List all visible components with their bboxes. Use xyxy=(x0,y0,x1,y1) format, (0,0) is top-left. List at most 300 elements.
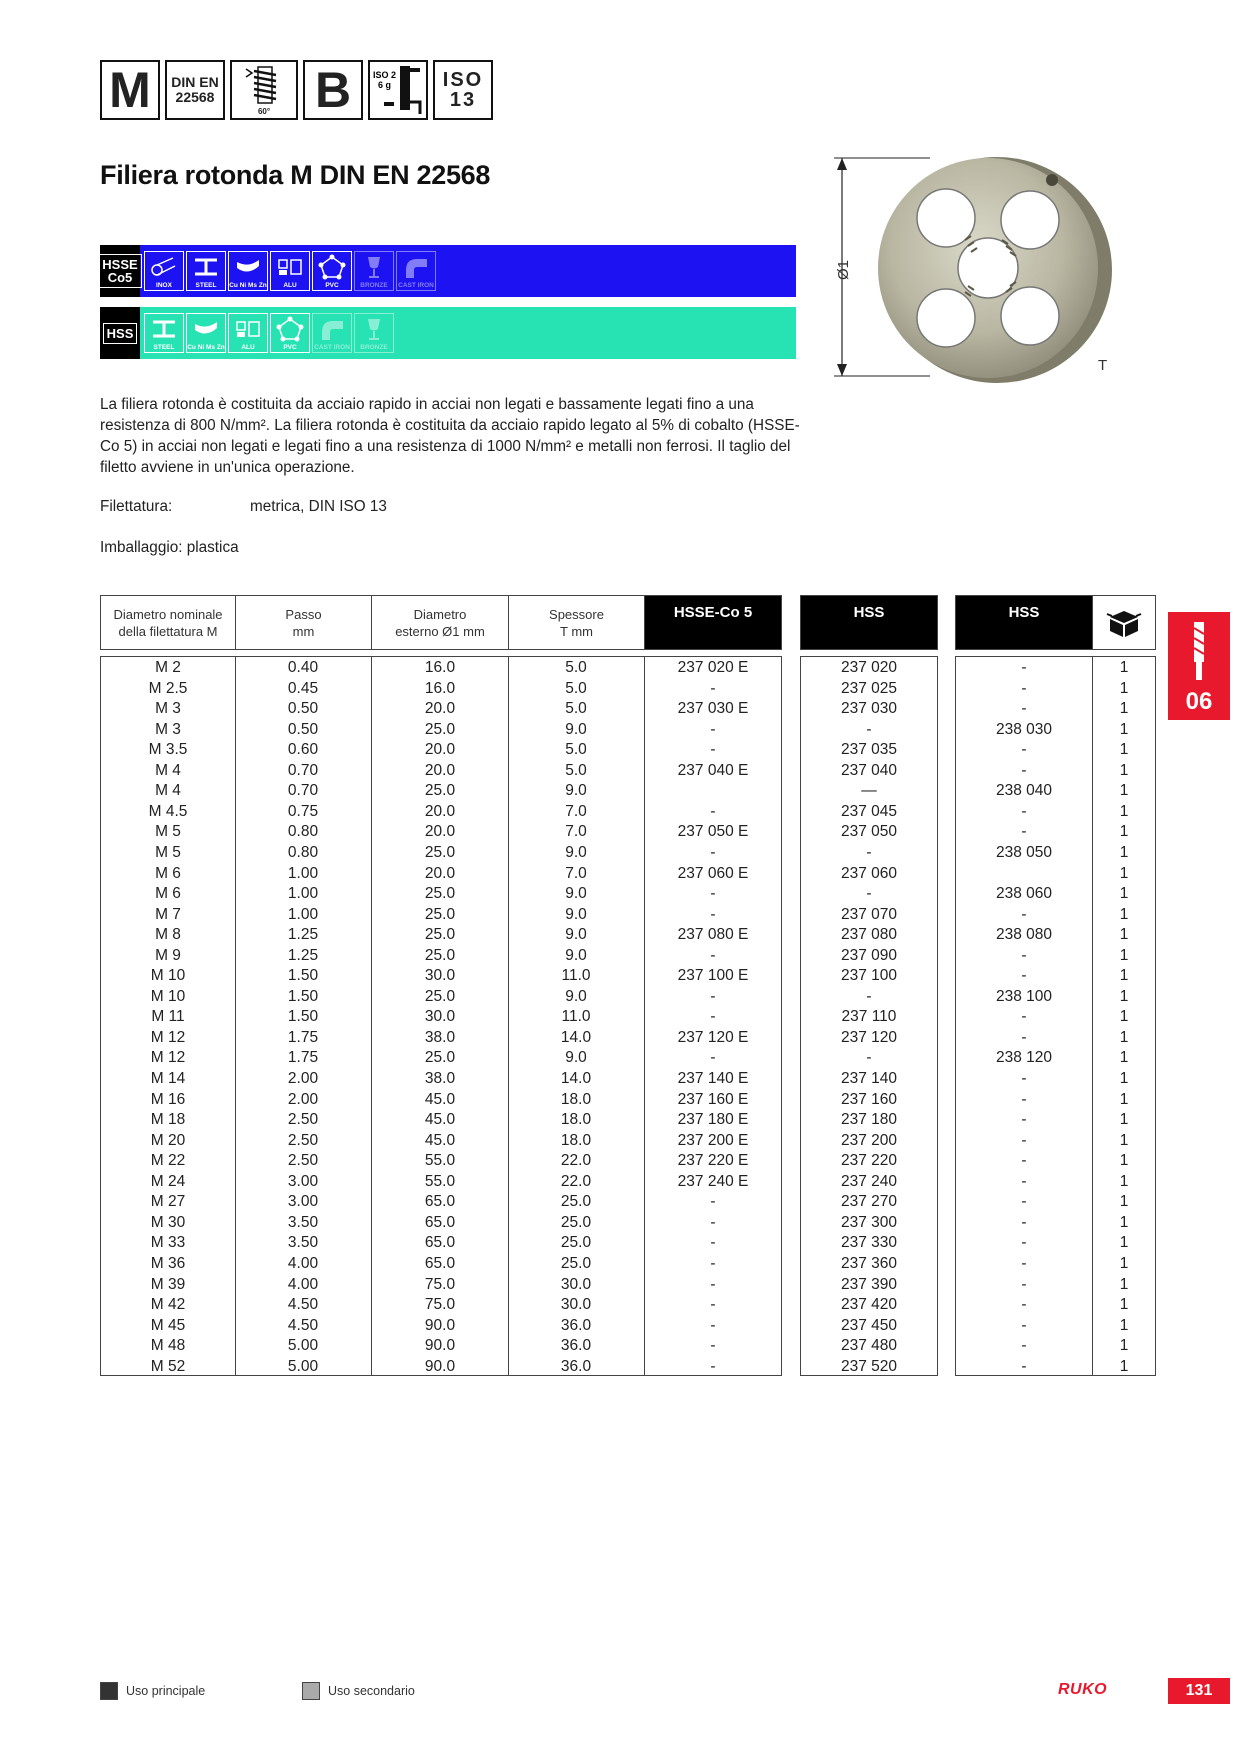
legend-primary-use: Uso principale xyxy=(100,1682,205,1700)
header-hsse-co5: HSSE-Co 5 xyxy=(644,595,782,650)
cell-thickness: 9.0 xyxy=(565,905,587,923)
header-thickness: Spessore T mm xyxy=(508,595,645,650)
hss-material-alu xyxy=(228,313,268,353)
cell-hss-code-2: - xyxy=(1021,967,1027,985)
cell-hss-code: 237 240 xyxy=(840,1172,898,1190)
cell-pitch: 4.50 xyxy=(287,1316,319,1334)
cell-hss-code-2: - xyxy=(1021,905,1027,923)
cell-hss-code: 237 480 xyxy=(840,1337,898,1355)
cell-hsse-code: - xyxy=(710,946,716,964)
cell-hss-code-2: - xyxy=(1021,1090,1027,1108)
header-pitch: Passo mm xyxy=(235,595,372,650)
cell-thickness: 5.0 xyxy=(565,659,587,676)
cell-pack-qty: 1 xyxy=(1119,720,1129,738)
cell-pack-qty: 1 xyxy=(1119,1028,1129,1046)
table-row xyxy=(0,1048,1240,1069)
cell-pitch: 0.45 xyxy=(287,679,319,697)
diameter-label: Ø1 xyxy=(835,259,852,280)
cell-pack-qty: 1 xyxy=(1119,1070,1129,1087)
table-row xyxy=(0,1213,1240,1234)
cell-outer-diameter: 90.0 xyxy=(424,1357,456,1375)
cell-nominal-diameter: M 20 xyxy=(150,1131,186,1149)
table-row xyxy=(0,864,1240,885)
hss-material-cast-iron xyxy=(312,313,352,353)
cell-nominal-diameter: M 11 xyxy=(151,1008,185,1026)
cell-outer-diameter: 16.0 xyxy=(424,679,456,697)
tolerance-badge xyxy=(368,60,428,120)
cell-nominal-diameter: M 5 xyxy=(155,843,181,861)
table-row xyxy=(0,761,1240,782)
cell-pitch: 1.50 xyxy=(287,967,319,985)
cell-hss-code-2: - xyxy=(1021,1357,1027,1375)
cell-hss-code: - xyxy=(866,1049,872,1067)
cell-nominal-diameter: M 12 xyxy=(150,1049,186,1067)
legend-secondary-use: Uso secondario xyxy=(302,1682,415,1700)
cell-hsse-code: 237 180 E xyxy=(677,1111,749,1129)
cell-hss-code: 237 140 xyxy=(840,1070,898,1087)
hss-material-pvc xyxy=(270,313,310,353)
cell-hss-code: 237 450 xyxy=(840,1316,898,1334)
cell-thickness: 9.0 xyxy=(565,987,587,1005)
cell-hss-code: - xyxy=(866,720,872,738)
cell-hsse-code: - xyxy=(710,905,716,923)
cell-nominal-diameter: M 5 xyxy=(155,823,181,841)
header-hss-1: HSS xyxy=(800,595,938,650)
cell-thickness: 22.0 xyxy=(560,1152,592,1170)
table-row xyxy=(0,946,1240,967)
cell-pitch: 5.00 xyxy=(287,1357,319,1375)
cell-thickness: 25.0 xyxy=(560,1193,592,1211)
cell-hss-code-2: - xyxy=(1021,1296,1027,1314)
profile-icon xyxy=(233,316,263,342)
brand-logo: RUKO xyxy=(1058,1681,1108,1698)
cell-hsse-code: 237 140 E xyxy=(677,1070,749,1087)
cell-hss-code: - xyxy=(866,987,872,1005)
cell-hss-code-2: - xyxy=(1021,946,1027,964)
cell-pack-qty: 1 xyxy=(1119,905,1129,923)
cell-hss-code-2: - xyxy=(1021,1193,1027,1211)
pipe-icon xyxy=(191,316,221,342)
molecule-icon xyxy=(317,254,347,280)
cell-hss-code-2: - xyxy=(1021,1213,1027,1231)
cell-nominal-diameter: M 10 xyxy=(150,987,186,1005)
cell-nominal-diameter: M 3 xyxy=(155,720,181,738)
table-row xyxy=(0,658,1240,679)
cell-pitch: 0.70 xyxy=(287,782,319,800)
cell-outer-diameter: 38.0 xyxy=(424,1028,456,1046)
cell-pack-qty: 1 xyxy=(1119,1111,1129,1129)
cell-hss-code: - xyxy=(866,885,872,903)
cell-outer-diameter: 30.0 xyxy=(424,967,456,985)
cell-thickness: 9.0 xyxy=(565,946,587,964)
cell-hss-code-2: - xyxy=(1021,1028,1027,1046)
cell-pack-qty: 1 xyxy=(1119,843,1129,861)
cell-hss-code-2: - xyxy=(1021,1316,1027,1334)
cell-hss-code: 237 200 xyxy=(840,1131,898,1149)
cell-nominal-diameter: M 45 xyxy=(150,1316,186,1334)
cell-hss-code: 237 020 xyxy=(840,659,898,676)
cell-pack-qty: 1 xyxy=(1119,782,1129,800)
hss-material-bronze xyxy=(354,313,394,353)
cell-hss-code: 237 110 xyxy=(841,1008,897,1026)
cell-hss-code-2: - xyxy=(1021,761,1027,779)
table-row xyxy=(0,1090,1240,1111)
primary-use-icon xyxy=(100,1682,118,1700)
page-number: 131 xyxy=(1168,1678,1230,1704)
beam-icon xyxy=(149,316,179,342)
box-icon xyxy=(1106,607,1142,639)
cell-outer-diameter: 45.0 xyxy=(424,1090,456,1108)
cell-nominal-diameter: M 39 xyxy=(150,1275,186,1293)
cell-hsse-code: 237 200 E xyxy=(677,1131,749,1149)
cell-pitch: 1.00 xyxy=(287,885,319,903)
material-label: PVC xyxy=(283,344,297,351)
hsse-material-cast-iron xyxy=(396,251,436,291)
cell-hss-code-2: - xyxy=(1021,679,1027,697)
cell-pitch: 5.00 xyxy=(287,1337,319,1355)
cell-hss-code: — xyxy=(861,782,877,800)
cell-pitch: 2.50 xyxy=(287,1131,319,1149)
cell-hss-code-2: - xyxy=(1021,823,1027,841)
product-description: La filiera rotonda è costituita da acciaio rapido in acciai non legati e bassamente legati fino a una resistenza di 800 N/mm². La filiera rotonda è costituita da acciaio rapido legato al 5% di cobalto (HSSE-Co 5) in acciai non legati e legati fino a una resistenza di 1000 N/mm² e metalli non ferrosi. Il taglio del filetto avviene in un'unica operazione. xyxy=(100,396,800,476)
page-title: Filiera rotonda M DIN EN 22568 xyxy=(100,160,491,190)
cell-nominal-diameter: M 48 xyxy=(150,1337,186,1355)
cell-pack-qty: 1 xyxy=(1119,1357,1129,1375)
cell-hss-code-2: 238 080 xyxy=(995,926,1053,944)
cell-hsse-code: - xyxy=(710,720,716,738)
table-row xyxy=(0,1151,1240,1172)
cell-pitch: 0.70 xyxy=(287,761,319,779)
cell-hss-code: 237 070 xyxy=(840,905,898,923)
material-label: ALU xyxy=(283,282,297,289)
table-row xyxy=(0,699,1240,720)
cell-pitch: 3.00 xyxy=(287,1172,319,1190)
material-label: BRONZE xyxy=(360,344,388,351)
cell-hss-code-2: - xyxy=(1021,741,1027,759)
cell-nominal-diameter: M 12 xyxy=(150,1028,186,1046)
cell-thickness: 36.0 xyxy=(560,1316,592,1334)
cell-pack-qty: 1 xyxy=(1119,1275,1129,1293)
din-standard-badge: DIN EN 22568 xyxy=(165,60,225,120)
cell-hss-code: 237 100 xyxy=(840,967,898,985)
cell-hss-code: 237 520 xyxy=(840,1357,898,1375)
cell-thickness: 11.0 xyxy=(561,967,591,985)
cell-hsse-code: 237 040 E xyxy=(677,761,749,779)
chapter-tab xyxy=(1168,612,1230,720)
table-row xyxy=(0,1028,1240,1049)
secondary-use-icon xyxy=(302,1682,320,1700)
cell-thickness: 14.0 xyxy=(560,1070,592,1087)
cell-hss-code: 237 420 xyxy=(840,1296,898,1314)
cell-hss-code-2: - xyxy=(1021,1152,1027,1170)
header-outer-diameter: Diametro esterno Ø1 mm xyxy=(371,595,509,650)
cell-hsse-code: - xyxy=(710,1193,716,1211)
molecule-icon xyxy=(275,316,305,342)
cell-hss-code: 237 360 xyxy=(840,1254,898,1272)
cell-hss-code: 237 050 xyxy=(840,823,898,841)
cell-thickness: 36.0 xyxy=(560,1357,592,1375)
cell-outer-diameter: 20.0 xyxy=(424,761,456,779)
grade-label-hss: HSS xyxy=(100,307,140,359)
cell-nominal-diameter: M 33 xyxy=(150,1234,186,1252)
cell-thickness: 5.0 xyxy=(565,700,587,718)
cell-thickness: 5.0 xyxy=(565,679,587,697)
cell-pitch: 2.50 xyxy=(287,1111,319,1129)
header-hss-2: HSS xyxy=(955,595,1093,650)
cell-thickness: 25.0 xyxy=(560,1234,592,1252)
table-row xyxy=(0,740,1240,761)
cell-thickness: 9.0 xyxy=(565,720,587,738)
cell-pitch: 2.00 xyxy=(287,1090,319,1108)
pipe-icon xyxy=(233,254,263,280)
cell-hss-code-2: - xyxy=(1021,1234,1027,1252)
profile-icon xyxy=(275,254,305,280)
cell-hss-code-2: - xyxy=(1021,1275,1027,1293)
cell-nominal-diameter: M 36 xyxy=(150,1254,186,1272)
cell-hsse-code: - xyxy=(710,679,716,697)
cell-thickness: 9.0 xyxy=(565,926,587,944)
cell-outer-diameter: 75.0 xyxy=(424,1275,456,1293)
elbow-icon xyxy=(401,254,431,280)
cell-thickness: 9.0 xyxy=(565,1049,587,1067)
cell-pack-qty: 1 xyxy=(1119,659,1129,676)
cell-pack-qty: 1 xyxy=(1119,946,1129,964)
cell-pitch: 2.50 xyxy=(287,1152,319,1170)
cell-hss-code-2: - xyxy=(1021,1131,1027,1149)
table-row xyxy=(0,1357,1240,1378)
cell-hsse-code: - xyxy=(710,843,716,861)
hsse-material-list xyxy=(144,251,436,291)
cell-hss-code-2: - xyxy=(1021,1111,1027,1129)
cell-pitch: 0.80 xyxy=(287,843,319,861)
cell-hss-code-2: 238 060 xyxy=(995,885,1053,903)
table-row xyxy=(0,843,1240,864)
tolerance-class-icon xyxy=(370,62,426,118)
cell-thickness: 9.0 xyxy=(565,843,587,861)
cell-outer-diameter: 20.0 xyxy=(424,864,456,882)
cell-pitch: 0.40 xyxy=(287,659,319,676)
cell-pack-qty: 1 xyxy=(1119,1090,1129,1108)
cell-hsse-code: 237 030 E xyxy=(677,700,749,718)
cell-hss-code: 237 030 xyxy=(840,700,898,718)
goblet-icon xyxy=(359,316,389,342)
cell-outer-diameter: 25.0 xyxy=(424,720,456,738)
cell-outer-diameter: 25.0 xyxy=(424,987,456,1005)
hss-material-steel xyxy=(144,313,184,353)
cell-pitch: 3.50 xyxy=(287,1234,319,1252)
cell-hss-code: 237 090 xyxy=(840,946,898,964)
cell-nominal-diameter: M 6 xyxy=(155,885,181,903)
cell-outer-diameter: 25.0 xyxy=(424,885,456,903)
cell-pack-qty: 1 xyxy=(1119,823,1129,841)
cell-nominal-diameter: M 14 xyxy=(150,1070,186,1087)
table-row xyxy=(0,925,1240,946)
cell-pack-qty: 1 xyxy=(1119,1254,1129,1272)
cell-pack-qty: 1 xyxy=(1119,864,1129,882)
table-row xyxy=(0,802,1240,823)
cell-nominal-diameter: M 8 xyxy=(155,926,181,944)
goblet-icon xyxy=(359,254,389,280)
cell-pitch: 1.50 xyxy=(287,1008,319,1026)
cell-outer-diameter: 25.0 xyxy=(424,946,456,964)
table-row xyxy=(0,720,1240,741)
cell-pack-qty: 1 xyxy=(1119,802,1129,820)
thread-profile-icon xyxy=(244,65,284,107)
cell-outer-diameter: 20.0 xyxy=(424,700,456,718)
cell-hss-code: 237 025 xyxy=(840,679,898,697)
cell-pitch: 1.50 xyxy=(287,987,319,1005)
table-row xyxy=(0,1110,1240,1131)
cell-outer-diameter: 38.0 xyxy=(424,1070,456,1087)
cell-nominal-diameter: M 4.5 xyxy=(148,802,188,820)
cell-hsse-code: - xyxy=(710,802,716,820)
cell-nominal-diameter: M 10 xyxy=(150,967,186,985)
cell-pack-qty: 1 xyxy=(1119,1152,1129,1170)
table-row xyxy=(0,905,1240,926)
cell-nominal-diameter: M 2 xyxy=(155,659,181,676)
table-row xyxy=(0,1336,1240,1357)
cell-pack-qty: 1 xyxy=(1119,1234,1129,1252)
table-row xyxy=(0,1275,1240,1296)
table-row xyxy=(0,987,1240,1008)
hsse-material-steel xyxy=(186,251,226,291)
cell-hss-code: 237 330 xyxy=(840,1234,898,1252)
cell-outer-diameter: 45.0 xyxy=(424,1131,456,1149)
cell-thickness: 7.0 xyxy=(565,802,587,820)
cell-nominal-diameter: M 3.5 xyxy=(148,741,188,759)
hss-material-bar xyxy=(100,307,796,359)
cell-pack-qty: 1 xyxy=(1119,926,1129,944)
table-row xyxy=(0,822,1240,843)
hss-material-cu-ni-ms-zn xyxy=(186,313,226,353)
cell-pack-qty: 1 xyxy=(1119,1131,1129,1149)
cell-pitch: 3.00 xyxy=(287,1193,319,1211)
cell-hsse-code: 237 120 E xyxy=(677,1028,749,1046)
cell-pitch: 1.25 xyxy=(287,946,319,964)
cell-hss-code: 237 390 xyxy=(840,1275,898,1293)
cell-pitch: 0.75 xyxy=(287,802,319,820)
round-die-drawing xyxy=(820,140,1120,400)
cell-hss-code: 237 220 xyxy=(840,1152,898,1170)
cell-outer-diameter: 55.0 xyxy=(424,1172,456,1190)
cell-pack-qty: 1 xyxy=(1119,885,1129,903)
cell-hsse-code: - xyxy=(710,1296,716,1314)
cell-hss-code: 237 045 xyxy=(840,802,898,820)
drill-icon xyxy=(1168,618,1230,688)
grade-label-hsse: HSSE Co5 xyxy=(100,245,140,297)
cell-pack-qty: 1 xyxy=(1119,1049,1129,1067)
cell-outer-diameter: 25.0 xyxy=(424,782,456,800)
cell-outer-diameter: 25.0 xyxy=(424,926,456,944)
cell-hss-code: 237 120 xyxy=(840,1028,898,1046)
cell-hsse-code: - xyxy=(710,1234,716,1252)
cell-hss-code-2: - xyxy=(1021,659,1027,676)
svg-text:6 g: 6 g xyxy=(378,80,392,90)
cell-pack-qty: 1 xyxy=(1119,1008,1129,1026)
cell-hsse-code: - xyxy=(710,1275,716,1293)
cell-hss-code: 237 160 xyxy=(840,1090,898,1108)
table-row xyxy=(0,884,1240,905)
cell-thickness: 5.0 xyxy=(565,741,587,759)
cell-hss-code: - xyxy=(866,843,872,861)
cell-pack-qty: 1 xyxy=(1119,1172,1129,1190)
cell-nominal-diameter: M 7 xyxy=(155,905,181,923)
cell-thickness: 9.0 xyxy=(565,782,587,800)
cell-pack-qty: 1 xyxy=(1119,679,1129,697)
cell-thickness: 30.0 xyxy=(560,1275,592,1293)
cell-pitch: 4.00 xyxy=(287,1254,319,1272)
cell-nominal-diameter: M 42 xyxy=(150,1296,186,1314)
cell-thickness: 7.0 xyxy=(565,823,587,841)
cell-thickness: 7.0 xyxy=(565,864,587,882)
cell-hsse-code: 237 220 E xyxy=(677,1152,749,1170)
table-row xyxy=(0,1131,1240,1152)
shape-b-badge: B xyxy=(303,60,363,120)
cell-outer-diameter: 55.0 xyxy=(424,1152,456,1170)
thread-spec-label: Filettatura: xyxy=(100,498,173,515)
cell-hss-code: 237 060 xyxy=(840,864,898,882)
cell-hss-code: 237 080 xyxy=(840,926,898,944)
cell-pack-qty: 1 xyxy=(1119,1296,1129,1314)
cell-hsse-code: - xyxy=(710,1254,716,1272)
cell-pitch: 1.25 xyxy=(287,926,319,944)
cell-hss-code-2: - xyxy=(1021,1337,1027,1355)
table-row xyxy=(0,1172,1240,1193)
header-nominal-diameter: Diametro nominale della filettatura M xyxy=(100,595,236,650)
cell-nominal-diameter: M 9 xyxy=(155,946,181,964)
thickness-label: T xyxy=(1098,357,1108,374)
cell-pitch: 1.00 xyxy=(287,905,319,923)
cell-thickness: 14.0 xyxy=(560,1028,592,1046)
cell-hss-code-2: - xyxy=(1021,802,1027,820)
cell-thickness: 18.0 xyxy=(560,1090,592,1108)
cell-pitch: 2.00 xyxy=(287,1070,319,1087)
cell-thickness: 25.0 xyxy=(560,1254,592,1272)
cell-hsse-code: 237 050 E xyxy=(677,823,749,841)
cell-hss-code-2: - xyxy=(1021,1254,1027,1272)
tube-icon xyxy=(149,254,179,280)
thread-angle-badge: 60° xyxy=(230,60,298,120)
cell-outer-diameter: 75.0 xyxy=(424,1296,456,1314)
table-row xyxy=(0,1069,1240,1090)
table-row xyxy=(0,1233,1240,1254)
cell-nominal-diameter: M 4 xyxy=(155,761,181,779)
cell-outer-diameter: 65.0 xyxy=(424,1193,456,1211)
cell-pitch: 3.50 xyxy=(287,1213,319,1231)
cell-hsse-code: - xyxy=(710,1316,716,1334)
cell-nominal-diameter: M 24 xyxy=(150,1172,186,1190)
cell-hss-code: 237 180 xyxy=(840,1111,898,1129)
cell-hsse-code: - xyxy=(710,1337,716,1355)
cell-pitch: 4.00 xyxy=(287,1275,319,1293)
cell-outer-diameter: 25.0 xyxy=(424,843,456,861)
cell-hss-code-2: - xyxy=(1021,1008,1027,1026)
thread-spec-value: metrica, DIN ISO 13 xyxy=(250,498,387,515)
table-row xyxy=(0,1316,1240,1337)
material-label: PVC xyxy=(325,282,339,289)
cell-hss-code: 237 040 xyxy=(840,761,898,779)
cell-hsse-code: 237 100 E xyxy=(677,967,749,985)
hsse-material-cu-ni-ms-zn xyxy=(228,251,268,291)
cell-outer-diameter: 25.0 xyxy=(424,905,456,923)
table-row xyxy=(0,781,1240,802)
cell-outer-diameter: 90.0 xyxy=(424,1316,456,1334)
cell-thickness: 36.0 xyxy=(560,1337,592,1355)
cell-pitch: 0.60 xyxy=(287,741,319,759)
cell-hsse-code: 237 060 E xyxy=(677,864,749,882)
header-badges xyxy=(100,60,493,120)
cell-hsse-code: 237 080 E xyxy=(677,926,749,944)
